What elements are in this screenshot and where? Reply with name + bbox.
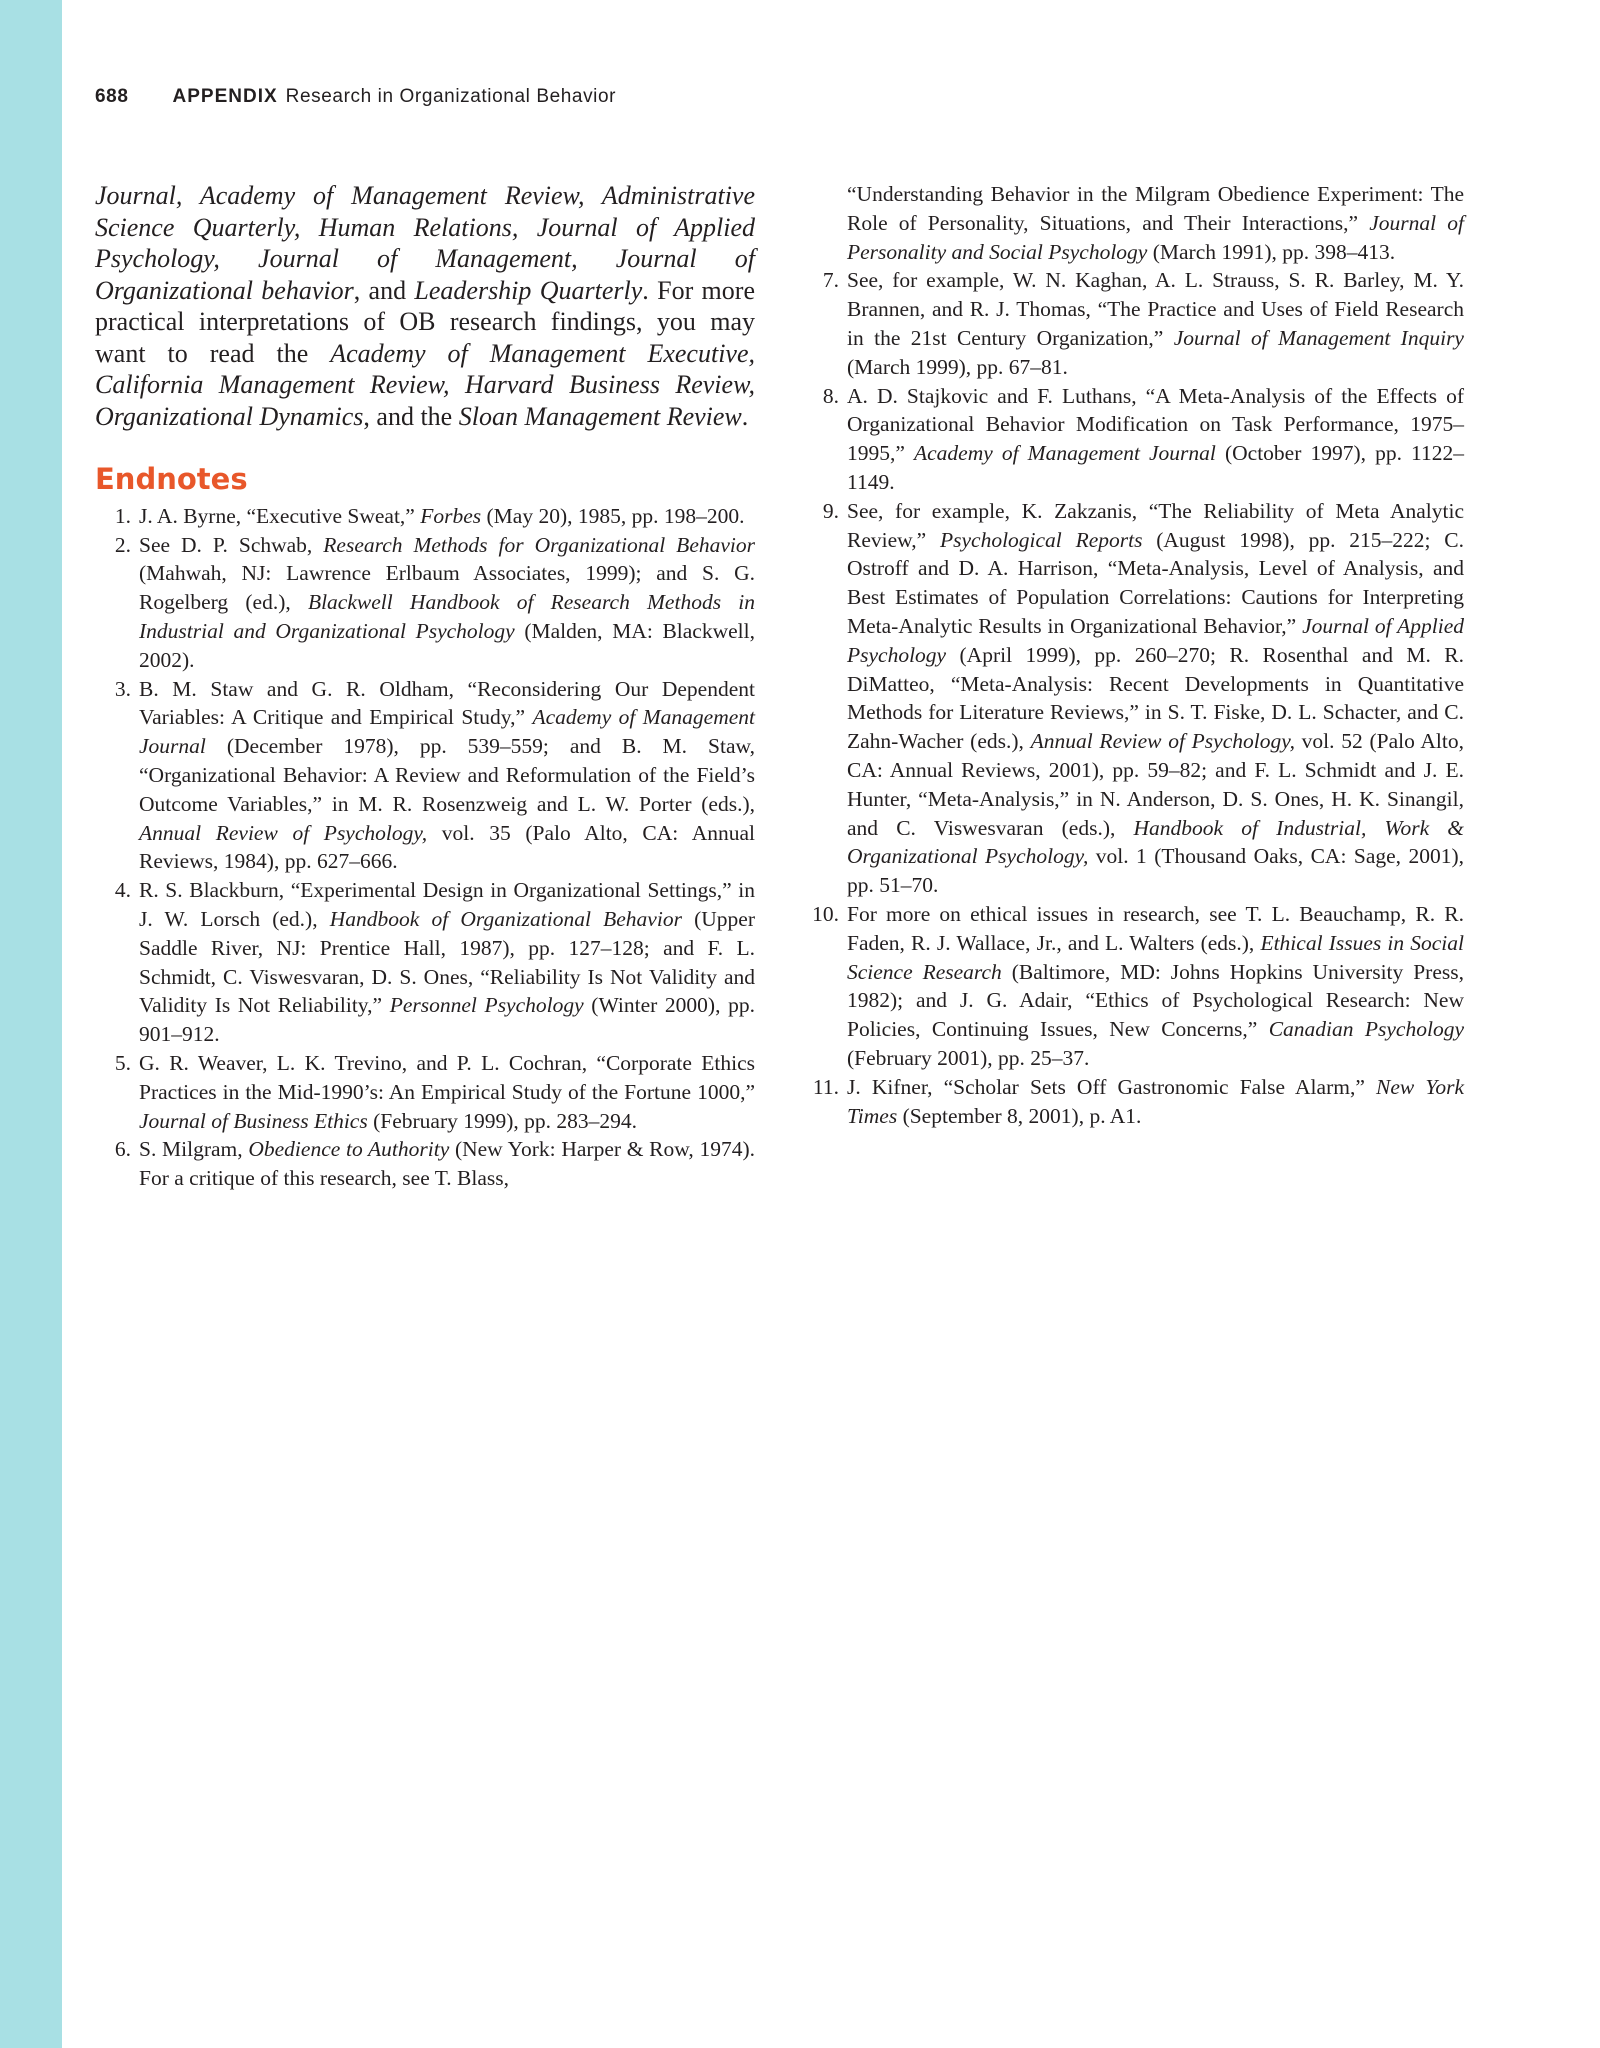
- running-title: Research in Organizational Behavior: [285, 86, 617, 107]
- endnote-title: Personnel Psychology: [389, 993, 584, 1018]
- endnote-text: (February 1999), pp. 283–294.: [367, 1108, 638, 1133]
- endnote-11: [806, 1073, 1464, 1131]
- endnote-text: See D. P. Schwab,: [139, 532, 324, 557]
- endnote-text: (May 20), 1985, pp. 198–200.: [481, 503, 745, 528]
- endnote-title: Annual Review of Psychology,: [1030, 729, 1295, 754]
- endnote-7: [806, 266, 1464, 381]
- endnote-title: Journal of Applied Psychology: [847, 613, 1464, 667]
- endnote-text: (March 1999), pp. 67–81.: [847, 354, 1068, 379]
- endnote-title: Obedience to Authority: [248, 1137, 450, 1162]
- endnote-text: (Winter 2000), pp. 901–912.: [139, 993, 755, 1047]
- endnote-title: Annual Review of Psychology,: [139, 820, 428, 845]
- intro-journal: Sloan Management Review: [458, 401, 742, 431]
- endnote-title: Journal of Management Inquiry: [1173, 325, 1464, 350]
- endnote-text: (Baltimore, MD: Johns Hopkins University Press, 1982); and J. G. Adair, “Ethics of Psychological Research: New Policies, Continuing Issues, New Concerns,”: [847, 959, 1464, 1042]
- endnote-number: 3.: [114, 676, 131, 701]
- intro-journal-list: Journal, Academy of Management Review, Administrative Science Quarterly, Human Relations, Journal of Applied Psychology, Journal of Management, Journal of Organizational behavior: [95, 181, 755, 305]
- endnote-text: (September 8, 2001), p. A1.: [897, 1103, 1142, 1128]
- right-column: [806, 180, 1464, 1130]
- intro-journal: Leadership Quarterly: [414, 275, 643, 305]
- endnote-title: Forbes: [420, 503, 482, 528]
- endnote-number: 6.: [114, 1137, 131, 1162]
- endnote-text: See, for example, K. Zakzanis, “The Reliability of Meta Analytic Review,”: [847, 498, 1464, 552]
- endnote-title: Blackwell Handbook of Research Methods in Industrial and Organizational Psychology: [139, 590, 755, 643]
- endnote-text: (April 1999), pp. 260–270; R. Rosenthal and M. R. DiMatteo, “Meta-Analysis: Recent Developments in Quantitative Methods for Literature Reviews,” in S. T. Fiske, D. L. Schacter, and C. Zahn-Wacher (eds.),: [847, 642, 1464, 754]
- endnote-number: 1.: [114, 503, 131, 528]
- endnote-5: [95, 1049, 755, 1135]
- endnote-text: vol. 52 (Palo Alto, CA: Annual Reviews, 2001), pp. 59–82; and F. L. Schmidt and J. E. Hunter, “Meta-Analysis,” in N. Anderson, D. S. Ones, H. K. Sinangil, and C. Viswesvaran (eds.),: [847, 729, 1464, 840]
- left-column: [95, 180, 755, 1193]
- endnote-text: vol. 1 (Thousand Oaks, CA: Sage, 2001), pp. 51–70.: [847, 844, 1464, 898]
- endnote-title: Handbook of Organizational Behavior: [329, 906, 682, 931]
- endnote-1: [95, 502, 755, 531]
- intro-text: .: [741, 401, 749, 431]
- endnote-text: R. S. Blackburn, “Experimental Design in Organizational Settings,” in J. W. Lorsch (ed.),: [139, 878, 755, 931]
- intro-journal-list: Academy of Management Executive, California Management Review, Harvard Business Review, Organizational Dynamics: [95, 338, 755, 431]
- endnote-6: [95, 1135, 755, 1193]
- endnote-9: [806, 497, 1464, 900]
- intro-text: , and: [353, 275, 415, 305]
- page-number: 688: [95, 86, 129, 107]
- endnote-text: (February 2001), pp. 25–37.: [847, 1045, 1090, 1070]
- endnote-text: “Understanding Behavior in the Milgram Obedience Experiment: The Role of Personality, Situations, and Their Interactions,”: [847, 182, 1464, 235]
- endnote-text: A. D. Stajkovic and F. Luthans, “A Meta-Analysis of the Effects of Organizational Behavior Modification on Task Performance, 1975–1995,”: [847, 383, 1464, 466]
- endnote-text: S. Milgram,: [139, 1137, 249, 1162]
- endnote-number: 4.: [114, 878, 131, 903]
- endnote-number: 7.: [822, 268, 839, 293]
- endnotes-list-right: [806, 180, 1464, 1130]
- endnote-text: vol. 35 (Palo Alto, CA: Annual Reviews, 1984), pp. 627–666.: [139, 820, 756, 874]
- intro-text: . For more practical interpretations of OB research findings, you may want to read the: [95, 275, 755, 368]
- endnote-text: See, for example, W. N. Kaghan, A. L. Strauss, S. R. Barley, M. Y. Brannen, and R. J. Thomas, “The Practice and Uses of Field Research in the 21st Century Organization,”: [847, 268, 1464, 350]
- endnote-number: 5.: [114, 1050, 131, 1075]
- running-head: [95, 86, 616, 108]
- endnote-title: Research Methods for Organizational Behavior: [323, 532, 755, 557]
- endnote-number: 9.: [822, 498, 839, 523]
- endnote-3: [95, 675, 755, 877]
- endnote-text: (New York: Harper & Row, 1974). For a critique of this research, see T. Blass,: [139, 1137, 755, 1191]
- endnotes-list-left: [95, 502, 755, 1193]
- endnote-number: 11.: [812, 1074, 839, 1099]
- endnote-text: (Upper Saddle River, NJ: Prentice Hall, 1987), pp. 127–128; and F. L. Schmidt, C. Viswesvaran, D. S. Ones, “Reliability Is Not Validity and Validity Is Not Reliability,”: [139, 906, 755, 1018]
- endnote-8: [806, 382, 1464, 497]
- endnote-text: J. Kifner, “Scholar Sets Off Gastronomic False Alarm,”: [847, 1074, 1376, 1099]
- endnote-title: Academy of Management Journal: [914, 441, 1216, 466]
- endnote-text: (March 1991), pp. 398–413.: [1147, 239, 1396, 264]
- endnote-text: B. M. Staw and G. R. Oldham, “Reconsidering Our Dependent Variables: A Critique and Empirical Study,”: [139, 676, 755, 730]
- endnote-text: (Malden, MA: Blackwell, 2002).: [139, 618, 755, 672]
- endnote-10: [806, 900, 1464, 1073]
- endnote-title: Journal of Personality and Social Psychology: [847, 210, 1464, 264]
- endnotes-heading: Endnotes: [95, 462, 248, 496]
- endnote-4: [95, 876, 755, 1049]
- endnote-text: (October 1997), pp. 1122–1149.: [847, 441, 1464, 494]
- section-label: APPENDIX: [172, 86, 278, 107]
- endnote-number: 8.: [822, 383, 839, 408]
- intro-paragraph: [95, 180, 755, 432]
- endnote-title: Ethical Issues in Social Science Research: [847, 930, 1464, 984]
- page-edge-strip: [0, 0, 62, 2048]
- endnote-number: 10.: [812, 901, 839, 926]
- endnote-2: [95, 531, 755, 675]
- endnote-text: (August 1998), pp. 215–222; C. Ostroff and D. A. Harrison, “Meta-Analysis, Level of Analysis, and Best Estimates of Population Correlations: Cautions for Interpreting Meta-Analytic Results in Organizational Behavior,”: [847, 527, 1464, 638]
- endnote-title: Handbook of Industrial, Work & Organizational Psychology,: [847, 815, 1464, 869]
- endnote-text: (December 1978), pp. 539–559; and B. M. Staw, “Organizational Behavior: A Review and Reformulation of the Field’s Outcome Variables,” in M. R. Rosenzweig and L. W. Porter (eds.),: [139, 734, 755, 816]
- endnote-text: G. R. Weaver, L. K. Trevino, and P. L. Cochran, “Corporate Ethics Practices in the Mid-1990’s: An Empirical Study of the Fortune 1000,”: [139, 1050, 755, 1104]
- endnote-title: Academy of Management Journal: [139, 705, 755, 759]
- endnote-text: (Mahwah, NJ: Lawrence Erlbaum Associates, 1999); and S. G. Rogelberg (ed.),: [139, 561, 755, 615]
- endnote-title: New York Times: [847, 1074, 1464, 1128]
- endnote-text: For more on ethical issues in research, see T. L. Beauchamp, R. R. Faden, R. J. Wallace, Jr., and L. Walters (eds.),: [847, 901, 1464, 955]
- intro-text: , and the: [363, 401, 459, 431]
- endnote-text: J. A. Byrne, “Executive Sweat,”: [139, 503, 421, 528]
- endnote-title: Journal of Business Ethics: [139, 1108, 368, 1133]
- endnote-title: Canadian Psychology: [1268, 1017, 1464, 1042]
- endnote-number: 2.: [114, 532, 131, 557]
- endnote-title: Psychological Reports: [939, 527, 1143, 552]
- endnote-6-continued: [806, 180, 1464, 266]
